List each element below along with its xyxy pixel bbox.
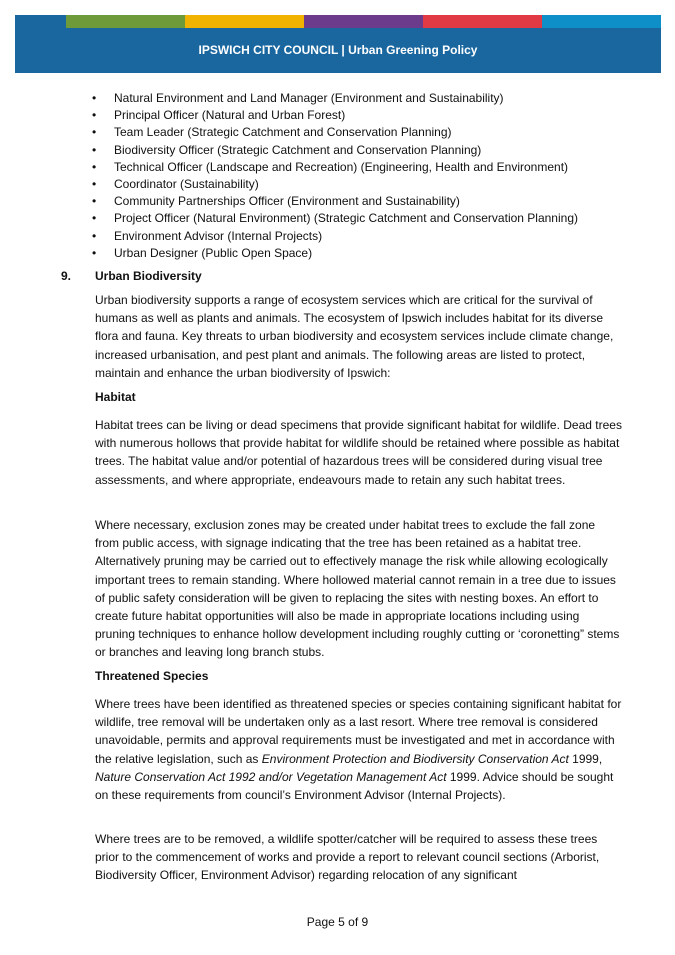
list-item: • Community Partnerships Officer (Environment and Sustainability) (92, 193, 578, 210)
stripe-purple (304, 15, 423, 28)
text-run: 1999, (568, 751, 603, 766)
roles-list (92, 90, 578, 262)
stripe-yellow (185, 15, 304, 28)
legislation-name: Environment Protection and Biodiversity Conservation Act (261, 751, 569, 766)
stripe-green (66, 15, 185, 28)
threatened-paragraph-1 (95, 695, 622, 804)
stripe-blue (542, 15, 661, 28)
habitat-heading: Habitat (95, 390, 136, 404)
legislation-name: Nature Conservation Act 1992 and/or Vegetation Management Act (95, 769, 447, 784)
header-title: IPSWICH CITY COUNCIL | Urban Greening Policy (198, 43, 478, 57)
section-title: Urban Biodiversity (95, 269, 202, 283)
list-item: • Team Leader (Strategic Catchment and Conservation Planning) (92, 124, 578, 141)
list-item: • Biodiversity Officer (Strategic Catchment and Conservation Planning) (92, 142, 578, 159)
list-item: • Project Officer (Natural Environment) (Strategic Catchment and Conservation Planning) (92, 210, 578, 227)
list-item: • Coordinator (Sustainability) (92, 176, 578, 193)
section-number: 9. (61, 269, 72, 283)
list-item: • Urban Designer (Public Open Space) (92, 245, 578, 262)
section-intro: Urban biodiversity supports a range of ecosystem services which are critical for the survival of humans as well as plants and animals. The ecosystem of Ipswich includes habitat for its diverse flora and fauna. Key threats to urban biodiversity and ecosystem services include climate change, increased urbanisation, and pest plant and animals. The following areas are listed to protect, maintain and enhance the urban biodiversity of Ipswich: (95, 293, 614, 380)
text-run: Where trees have been identified as threatened species or species containing significant habitat for wildlife, tree removal will be undertaken only as a last resort. Where tree removal is considered unavoidable, permits and approval requirements must be investigated and met in accordance with the relative legislation, such as (95, 697, 622, 766)
header-color-stripes (66, 15, 661, 28)
list-item: • Principal Officer (Natural and Urban Forest) (92, 107, 578, 124)
list-item: • Environment Advisor (Internal Projects) (92, 228, 578, 245)
habitat-paragraph-2: Where necessary, exclusion zones may be created under habitat trees to exclude the fall zone from public access, with signage indicating that the tree has been retained as a habitat tree. Alternatively pruning may be carried out to effectively manage the risk while allowing ecologically important trees to remain standing. Where hollowed material cannot remain in a tree due to issues of public safety consideration will be given to replacing the sites with nesting boxes. An effort to create future habitat opportunities will also be made in appropriate locations including using pruning techniques to enhance hollow development including roughly cutting or ‘coronetting” stems or branches and leaving long branch stubs. (95, 518, 620, 660)
section-heading (61, 269, 202, 283)
list-item: • Technical Officer (Landscape and Recreation) (Engineering, Health and Environment) (92, 159, 578, 176)
list-item: • Natural Environment and Land Manager (Environment and Sustainability) (92, 90, 578, 107)
page-number: Page 5 of 9 (306, 915, 369, 929)
text-run: 1999. Advice should be sought on these requirements from council’s Environment Advisor (Internal Projects). (95, 769, 614, 803)
threatened-species-heading: Threatened Species (95, 669, 209, 683)
threatened-paragraph-2: Where trees are to be removed, a wildlife spotter/catcher will be required to assess these trees prior to the commencement of works and provide a report to relevant council sections (Arborist, Biodiversity Officer, Environment Advisor) regarding relocation of any significant (95, 832, 600, 883)
habitat-paragraph-1: Habitat trees can be living or dead specimens that provide significant habitat for wildlife. Dead trees with numerous hollows that provide habitat for wildlife should be retained where possible as habitat trees. The habitat value and/or potential of hazardous trees will be considered during visual tree assessments, and where appropriate, endeavours made to retain any such habitat trees. (95, 418, 622, 487)
stripe-red (423, 15, 542, 28)
